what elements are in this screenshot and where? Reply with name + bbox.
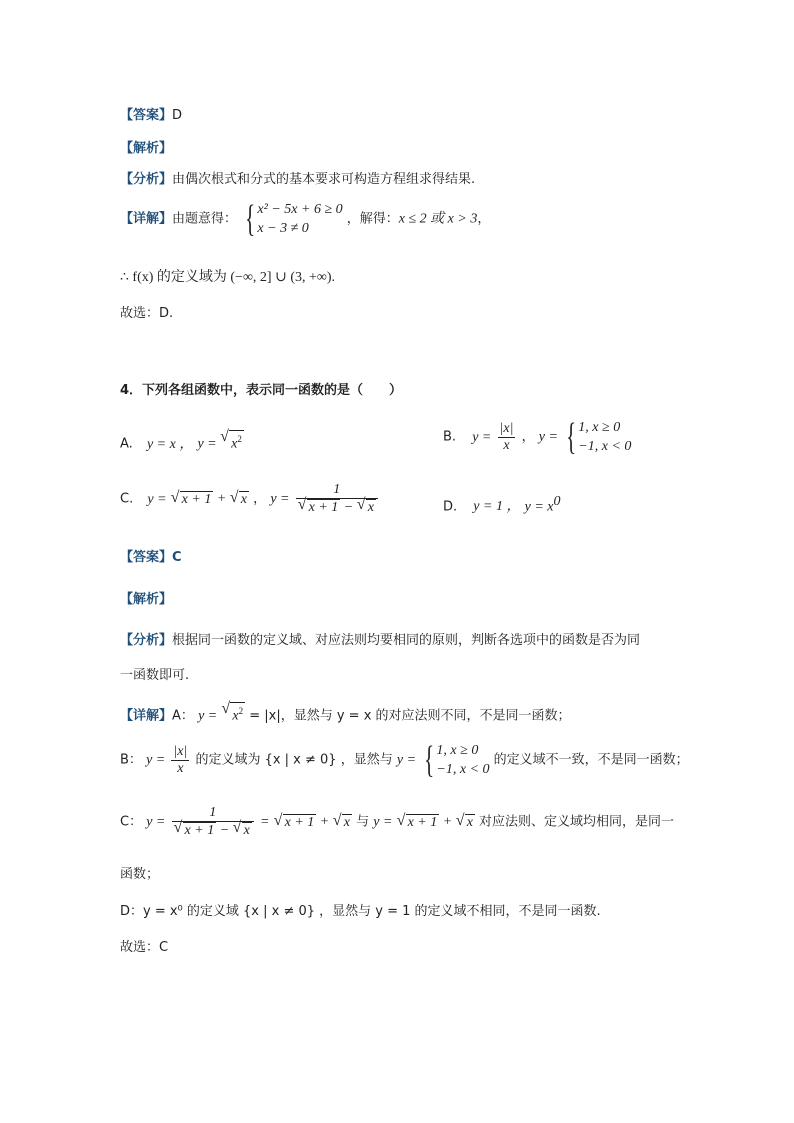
left-brace: { — [424, 739, 435, 781]
option-a-expr1: y = x ， — [146, 436, 194, 452]
detail-tag: 【详解】 — [120, 708, 173, 724]
detail-prefix: 由题意得： — [172, 211, 238, 227]
detail-a: 【详解】A： y = √ $x^2 = |x|$，显然与 y = x 的对应法则不同，不是同一函数； — [120, 700, 571, 724]
option-d-label: D. — [443, 499, 458, 515]
fraction-numerator: |x| — [173, 743, 188, 759]
detail-b-prefix: B： — [120, 752, 142, 768]
fraction-numerator: 1 — [172, 805, 254, 822]
option-d-exponent: 0 — [553, 494, 561, 509]
option-d — [443, 494, 560, 515]
detail-b-tail: 的定义域不一致，不是同一函数； — [493, 752, 689, 768]
q4-choose: 故选：C — [120, 940, 169, 955]
detail-d: D：y = x⁰ 的定义域 {x | x ≠ 0} ，显然与 y = 1 的定义域不相同，不是同一函数. — [120, 904, 601, 919]
piece-1: 1, x ≥ 0 — [436, 743, 479, 758]
fenxi-tag: 【分析】 — [120, 633, 173, 648]
fenxi-tag: 【分析】 — [120, 172, 173, 187]
analysis-label: 【解析】 — [120, 141, 173, 156]
domain-line: ∴ f(x) 的定义域为 (−∞, 2] ∪ (3, +∞). — [120, 270, 336, 285]
piece-1: 1, x ≥ 0 — [578, 420, 621, 435]
fenxi-text: 根据同一函数的定义域、对应法则均要相同的原则，判断各选项中的函数是否为同 — [172, 633, 641, 648]
option-a-expr2: y = — [197, 436, 221, 452]
option-c-fraction: 1 √ x + 1 − √ x — [296, 482, 378, 516]
answer-tag: 【答案】 — [120, 550, 173, 565]
detail-a-tail: = |x|，显然与 y = x 的对应法则不同，不是同一函数； — [249, 708, 571, 724]
sqrt-x-squared: √ $x^2$ — [220, 428, 242, 452]
detail-c: C： y = 1 √ x + 1 − √ x = √ x + 1 + √ x 与 y = √ x + 1 + √ x 对应法则、定义域均相同，是同一 — [120, 805, 675, 838]
fraction-denominator: x — [177, 760, 184, 776]
q3-choose: 故选：D. — [120, 306, 174, 321]
detail-c-prefix: C： — [120, 814, 143, 830]
answer-tag: 【答案】 — [120, 108, 173, 123]
q3-answer-line — [120, 104, 182, 123]
detail-tag: 【详解】 — [120, 211, 173, 227]
detail-a-prefix: A： — [172, 708, 194, 724]
fraction-denominator: x — [503, 437, 510, 453]
q3-detail — [120, 200, 490, 238]
q4-fenxi-line1 — [120, 629, 640, 648]
option-a-label: A. — [120, 436, 133, 452]
fraction-numerator: |x| — [499, 420, 514, 436]
fenxi-text: 由偶次根式和分式的基本要求可构造方程组求得结果. — [172, 172, 476, 187]
equation-system — [241, 200, 342, 238]
option-d-expr2: y = x — [524, 499, 554, 515]
option-c: C. y = √ x + 1 + √ x ， y = 1 √ x + 1 − √ x — [120, 482, 380, 516]
left-brace: { — [566, 416, 577, 458]
option-c-label: C. — [120, 491, 134, 507]
solve-suffix: ， — [477, 211, 491, 227]
q4-fenxi-line2: 一函数即可. — [120, 668, 190, 683]
option-b-fraction — [498, 421, 516, 454]
piecewise — [420, 741, 489, 779]
fraction-numerator: 1 — [296, 482, 378, 499]
piece-2: −1, x < 0 — [436, 762, 490, 777]
option-b: B. y = $\frac{|x|}{x}$ ， y = { 1, x ≥ 0 −1, x < 0 — [443, 416, 632, 458]
q4-answer-line — [120, 546, 182, 565]
option-d-expr1: y = 1 ， — [473, 499, 521, 515]
piecewise — [562, 418, 631, 456]
option-a — [120, 430, 244, 453]
answer-value: C — [172, 550, 182, 565]
detail-b-mid: 的定义域为 {x | x ≠ 0} ，显然与 — [195, 752, 393, 768]
solve-expr: x ≤ 2 或 x > 3 — [398, 211, 478, 227]
detail-c-line2: 函数； — [120, 867, 160, 882]
system-row-1: x² − 5x + 6 ≥ 0 — [257, 202, 343, 217]
detail-b: B： y = $\frac{|x|}{x}$ 的定义域为 {x | x ≠ 0} ，显然与 y = { 1, x ≥ 0 −1, x < 0 的定义域不一致，不是同一函数； — [120, 739, 689, 781]
q4-stem: 4．下列各组函数中，表示同一函数的是（ ） — [120, 383, 403, 398]
left-brace: { — [245, 198, 256, 240]
q3-fenxi — [120, 168, 475, 187]
analysis-label: 【解析】 — [120, 592, 173, 607]
detail-c-tail: 对应法则、定义域均相同，是同一 — [479, 814, 675, 830]
option-b-label: B. — [443, 429, 457, 445]
answer-value: D — [172, 108, 183, 123]
system-row-2: x − 3 ≠ 0 — [257, 221, 309, 236]
piece-2: −1, x < 0 — [578, 439, 632, 454]
solve-prefix: ，解得： — [346, 211, 399, 227]
